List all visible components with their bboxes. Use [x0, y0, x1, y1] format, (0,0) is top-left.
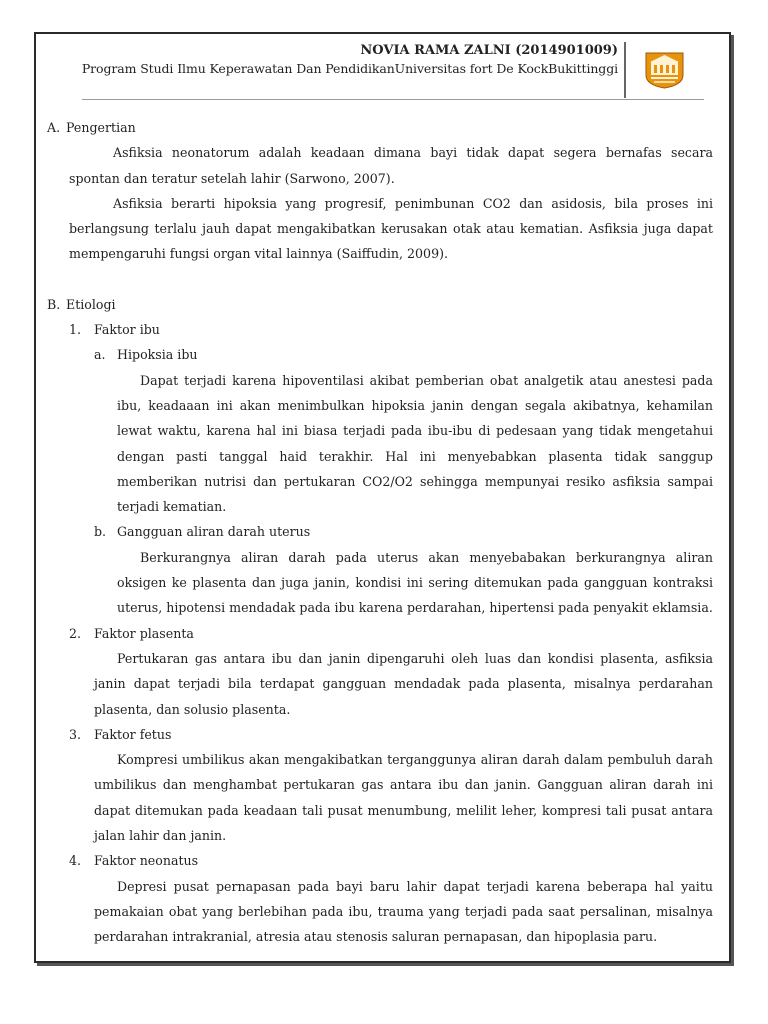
section-a-paragraph-2: Asfiksia berarti hipoksia yang progresif, penimbunan CO2 dan asidosis, bila proses ini berlangsung terlalu jauh dapat mengakibatkan kerusakan otak atau kematian. Asfiksia juga dapat mempengaruhi fungsi organ vital lainnya (Saiffudin, 2009).: [69, 195, 713, 262]
program-name: Program Studi Ilmu Keperawatan Dan PendidikanUniversitas fort De KockBukittinggi: [81, 61, 618, 76]
factor-1-marker: 1.: [69, 322, 82, 338]
factor-1a-heading: [94, 342, 713, 367]
factor-4-text: Depresi pusat pernapasan pada bayi baru lahir dapat terjadi karena beberapa hal yaitu pemakaian obat yang berlebihan pada ibu, trauma yang terjadi pada saat persalinan, misalnya perdarahan intrakranial, atresia atau stenosis saluran pernapasan, dan hipoplasia paru.: [94, 878, 713, 945]
section-b-marker: B.: [47, 296, 61, 312]
factor-2-marker: 2.: [69, 625, 82, 641]
factor-1b-text: Berkurangnya aliran darah pada uterus akan menyebabakan berkurangnya aliran oksigen ke plasenta dan juga janin, kondisi ini sering ditemukan pada gangguan kontraksi uterus, hipotensi mendadak pada ibu karena perdarahan, hipertensi pada penyakit eklamsia.: [117, 549, 713, 616]
factor-1a-title: Hipoksia ibu: [117, 347, 198, 363]
factor-4-title: Faktor neonatus: [94, 853, 199, 869]
factor-1b-title: Gangguan aliran darah uterus: [117, 524, 311, 540]
section-b-heading: [47, 292, 713, 317]
section-a-heading: [47, 115, 713, 140]
section-a-title: Pengertian: [66, 120, 136, 135]
factor-4-heading: [69, 848, 713, 873]
header-divider-horizontal: [82, 99, 704, 100]
section-a-marker: A.: [47, 120, 61, 135]
page-header: [40, 42, 618, 78]
factor-2-heading: [69, 621, 713, 646]
factor-1b-heading: [94, 519, 713, 544]
factor-3-marker: 3.: [69, 726, 82, 742]
factor-2-title: Faktor plasenta: [94, 625, 194, 641]
factor-1-heading: [69, 317, 713, 342]
factor-3-heading: [69, 722, 713, 747]
factor-2-text: Pertukaran gas antara ibu dan janin dipengaruhi oleh luas dan kondisi plasenta, asfiksia janin dapat terjadi bila terdapat gangguan mendadak pada plasenta, misalnya perdarahan plasenta, dan solusio plasenta.: [94, 650, 713, 717]
factor-4-marker: 4.: [69, 853, 82, 869]
university-crest-logo: [642, 49, 687, 89]
document-body: [47, 115, 713, 950]
author-name: NOVIA RAMA ZALNI (2014901009): [360, 43, 618, 58]
factor-1-title: Faktor ibu: [94, 322, 160, 338]
section-b-title: Etiologi: [66, 296, 116, 312]
factor-1a-text: Dapat terjadi karena hipoventilasi akibat pemberian obat analgetik atau anestesi pada ibu, keadaaan ini akan menimbulkan hipoksia janin dengan segala akibatnya, kehamilan lewat waktu, karena hal ini biasa terjadi pada ibu-ibu di pedesaan yang tidak mengetahui dengan pasti tanggal haid terakhir. Hal ini menyebabkan plasenta tidak sanggup memberikan nutrisi dan pertukaran CO2/O2 sehingga mempunyai resiko asfiksia sampai terjadi kematian.: [117, 372, 713, 515]
factor-1a-marker: a.: [94, 347, 106, 363]
header-divider-vertical: [624, 42, 626, 98]
section-a-paragraph-1: Asfiksia neonatorum adalah keadaan dimana bayi tidak dapat segera bernafas secara spontan dan teratur setelah lahir (Sarwono, 2007).: [69, 145, 713, 186]
factor-1b-marker: b.: [94, 524, 107, 540]
factor-3-text: Kompresi umbilikus akan mengakibatkan terganggunya aliran darah dalam pembuluh darah umbilikus dan menghambat pertukaran gas antara ibu dan janin. Gangguan aliran darah ini dapat ditemukan pada keadaan tali pusat menumbung, melilit leher, kompresi tali pusat antara jalan lahir dan janin.: [94, 752, 713, 844]
factor-3-title: Faktor fetus: [94, 726, 172, 742]
